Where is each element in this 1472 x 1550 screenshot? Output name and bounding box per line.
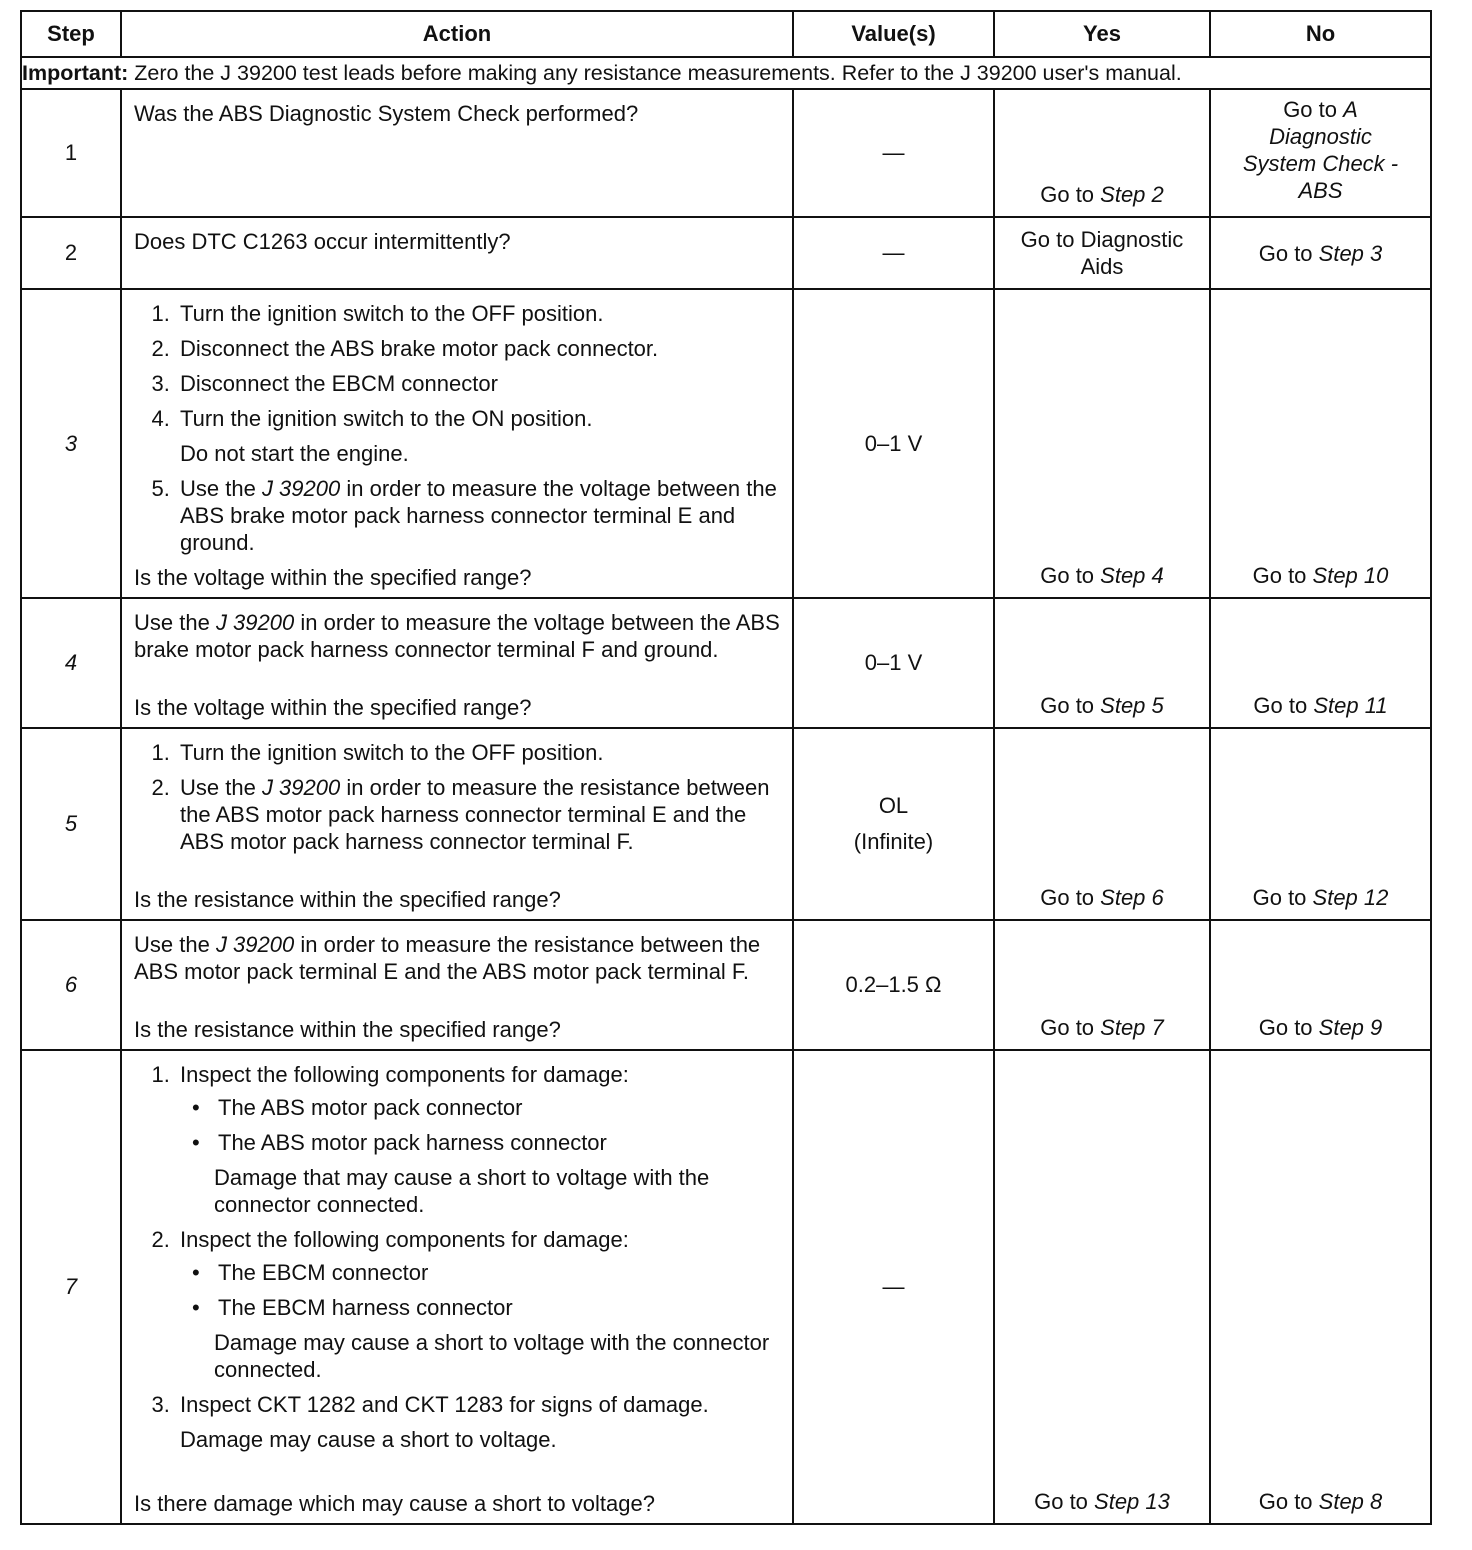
value-line: (Infinite) [853,829,934,854]
no-ref[interactable]: Step 10 [1312,563,1389,588]
list-item-note: Do not start the engine. [180,441,409,466]
table-row-step-6 [21,920,1431,1050]
action-question: Was the ABS Diagnostic System Check performed? [134,101,639,126]
no-ref[interactable]: Step 3 [1318,240,1383,266]
diagnostic-table-container [20,10,1430,1525]
table-row-step-2 [21,217,1431,289]
header-action: Action [121,11,793,57]
no-cell[interactable] [1210,598,1431,728]
list-item [176,1391,780,1453]
list-item [176,475,780,556]
no-prefix: Go to [1253,693,1314,718]
important-label: Important: [22,60,129,85]
table-row-step-4 [21,598,1431,728]
no-prefix: Go to [1258,1489,1319,1514]
yes-prefix: Go to [1034,1489,1095,1514]
important-note [21,57,1431,89]
action-text-part: in order to measure the resistance between the ABS motor pack terminal E and the ABS motor pack terminal F. [134,932,761,984]
no-cell[interactable] [1210,728,1431,920]
yes-cell[interactable] [994,217,1210,289]
no-prefix: Go to [1252,563,1313,588]
list-item [176,774,780,855]
yes-prefix: Go to [1040,693,1101,718]
yes-cell[interactable] [994,920,1210,1050]
no-cell[interactable] [1210,1050,1431,1524]
yes-ref[interactable]: Step 5 [1100,693,1164,718]
step-number: 3 [21,289,121,598]
action-cell [121,289,793,598]
table-header-row [21,11,1431,57]
list-item-text: Inspect the following components for damage: [180,1227,629,1252]
bullet-item: • The EBCM connector [214,1259,780,1286]
action-cell [121,217,793,289]
important-note-row [21,57,1431,89]
step-number: 6 [21,920,121,1050]
action-text [134,609,780,663]
value-cell: 0–1 V [793,289,994,598]
action-steps-list [134,300,780,564]
table-row-step-3 [21,289,1431,598]
important-text: Zero the J 39200 test leads before making any resistance measurements. Refer to the J 39200 user's manual. [128,60,1182,85]
no-cell[interactable] [1210,920,1431,1050]
action-text [134,931,780,985]
action-steps-list [134,739,780,863]
value-cell: — [793,1050,994,1524]
yes-text[interactable]: Go to Diagnostic Aids [1020,227,1184,279]
list-item-text: Inspect CKT 1282 and CKT 1283 for signs of damage. [180,1392,709,1417]
action-question: Is there damage which may cause a short to voltage? [134,1491,655,1516]
action-cell [121,728,793,920]
action-question: Is the resistance within the specified range? [134,1017,561,1042]
action-text-part: Use the [134,610,216,635]
no-ref[interactable]: Step 9 [1318,1015,1383,1040]
yes-prefix: Go to [1040,885,1101,910]
no-cell[interactable] [1210,289,1431,598]
value-cell: — [793,217,994,289]
value-cell: 0.2–1.5 Ω [793,920,994,1050]
component-list [180,1259,780,1321]
value-cell: — [793,89,994,217]
no-prefix: Go to [1283,97,1344,122]
yes-prefix: Go to [1040,1015,1101,1040]
yes-ref[interactable]: Step 13 [1094,1489,1170,1514]
list-item-note: Damage may cause a short to voltage. [180,1427,557,1452]
action-cell [121,598,793,728]
list-item-note: Damage may cause a short to voltage with the connector connected. [214,1330,770,1382]
no-ref[interactable]: A Diagnostic System Check - ABS [1242,97,1399,203]
list-item-text: in order to measure the resistance between the ABS motor pack harness connector terminal E and the ABS motor pack harness connector terminal F. [180,775,770,854]
action-cell [121,920,793,1050]
no-ref[interactable]: Step 8 [1318,1489,1383,1514]
list-item: 3. Disconnect the EBCM connector [176,370,780,397]
no-ref[interactable]: Step 11 [1313,693,1388,718]
diagnostic-table [20,10,1432,1525]
tool-name: J 39200 [261,775,341,800]
list-item-text: Turn the ignition switch to the ON position. [180,406,593,431]
yes-ref[interactable]: Step 6 [1100,885,1164,910]
no-cell[interactable] [1210,89,1431,217]
yes-prefix: Go to [1040,182,1101,207]
no-ref[interactable]: Step 12 [1312,885,1389,910]
list-item [176,405,780,467]
yes-cell[interactable] [994,1050,1210,1524]
header-no: No [1210,11,1431,57]
table-row-step-1 [21,89,1431,217]
no-prefix: Go to [1258,240,1319,266]
step-number: 5 [21,728,121,920]
list-item [176,1061,780,1218]
bullet-item: • The ABS motor pack connector [214,1094,780,1121]
value-line: OL [878,793,909,818]
list-item-text: Use the [180,775,262,800]
list-item-text: in order to measure the voltage between the ABS brake motor pack harness connector terminal E and ground. [180,476,777,555]
yes-ref[interactable]: Step 4 [1100,563,1164,588]
yes-cell[interactable] [994,598,1210,728]
no-cell[interactable] [1210,217,1431,289]
action-question: Does DTC C1263 occur intermittently? [134,229,511,254]
yes-cell[interactable] [994,89,1210,217]
yes-cell[interactable] [994,289,1210,598]
step-number: 2 [21,217,121,289]
yes-prefix: Go to [1040,563,1101,588]
value-cell: 0–1 V [793,598,994,728]
tool-name: J 39200 [261,476,341,501]
table-row-step-7 [21,1050,1431,1524]
step-number: 4 [21,598,121,728]
step-number: 7 [21,1050,121,1524]
yes-cell[interactable] [994,728,1210,920]
list-item: 1. Turn the ignition switch to the OFF position. [176,739,780,766]
bullet-item: • The EBCM harness connector [214,1294,780,1321]
tool-name: J 39200 [215,610,295,635]
table-row-step-5 [21,728,1431,920]
no-prefix: Go to [1252,885,1313,910]
yes-ref[interactable]: Step 2 [1100,182,1164,207]
list-item: 2. Disconnect the ABS brake motor pack connector. [176,335,780,362]
action-question: Is the resistance within the specified range? [134,887,561,912]
action-cell [121,89,793,217]
tool-name: J 39200 [215,932,295,957]
yes-ref[interactable]: Step 7 [1100,1015,1164,1040]
header-yes: Yes [994,11,1210,57]
list-item: 1. Turn the ignition switch to the OFF position. [176,300,780,327]
action-text-part: Use the [134,932,216,957]
action-question: Is the voltage within the specified range? [134,695,532,720]
value-cell [793,728,994,920]
list-item-note: Damage that may cause a short to voltage with the connector connected. [214,1165,710,1217]
action-cell [121,1050,793,1524]
header-step: Step [21,11,121,57]
action-text-part: in order to measure the voltage between the ABS brake motor pack harness connector terminal F and ground. [134,610,780,662]
bullet-item: • The ABS motor pack harness connector [214,1129,780,1156]
list-item [176,1226,780,1383]
component-list [180,1094,780,1156]
action-steps-list [134,1061,780,1461]
list-item-text: Inspect the following components for damage: [180,1062,629,1087]
action-question: Is the voltage within the specified range? [134,565,532,590]
step-number: 1 [21,89,121,217]
header-values: Value(s) [793,11,994,57]
list-item-text: Use the [180,476,262,501]
no-prefix: Go to [1258,1015,1319,1040]
